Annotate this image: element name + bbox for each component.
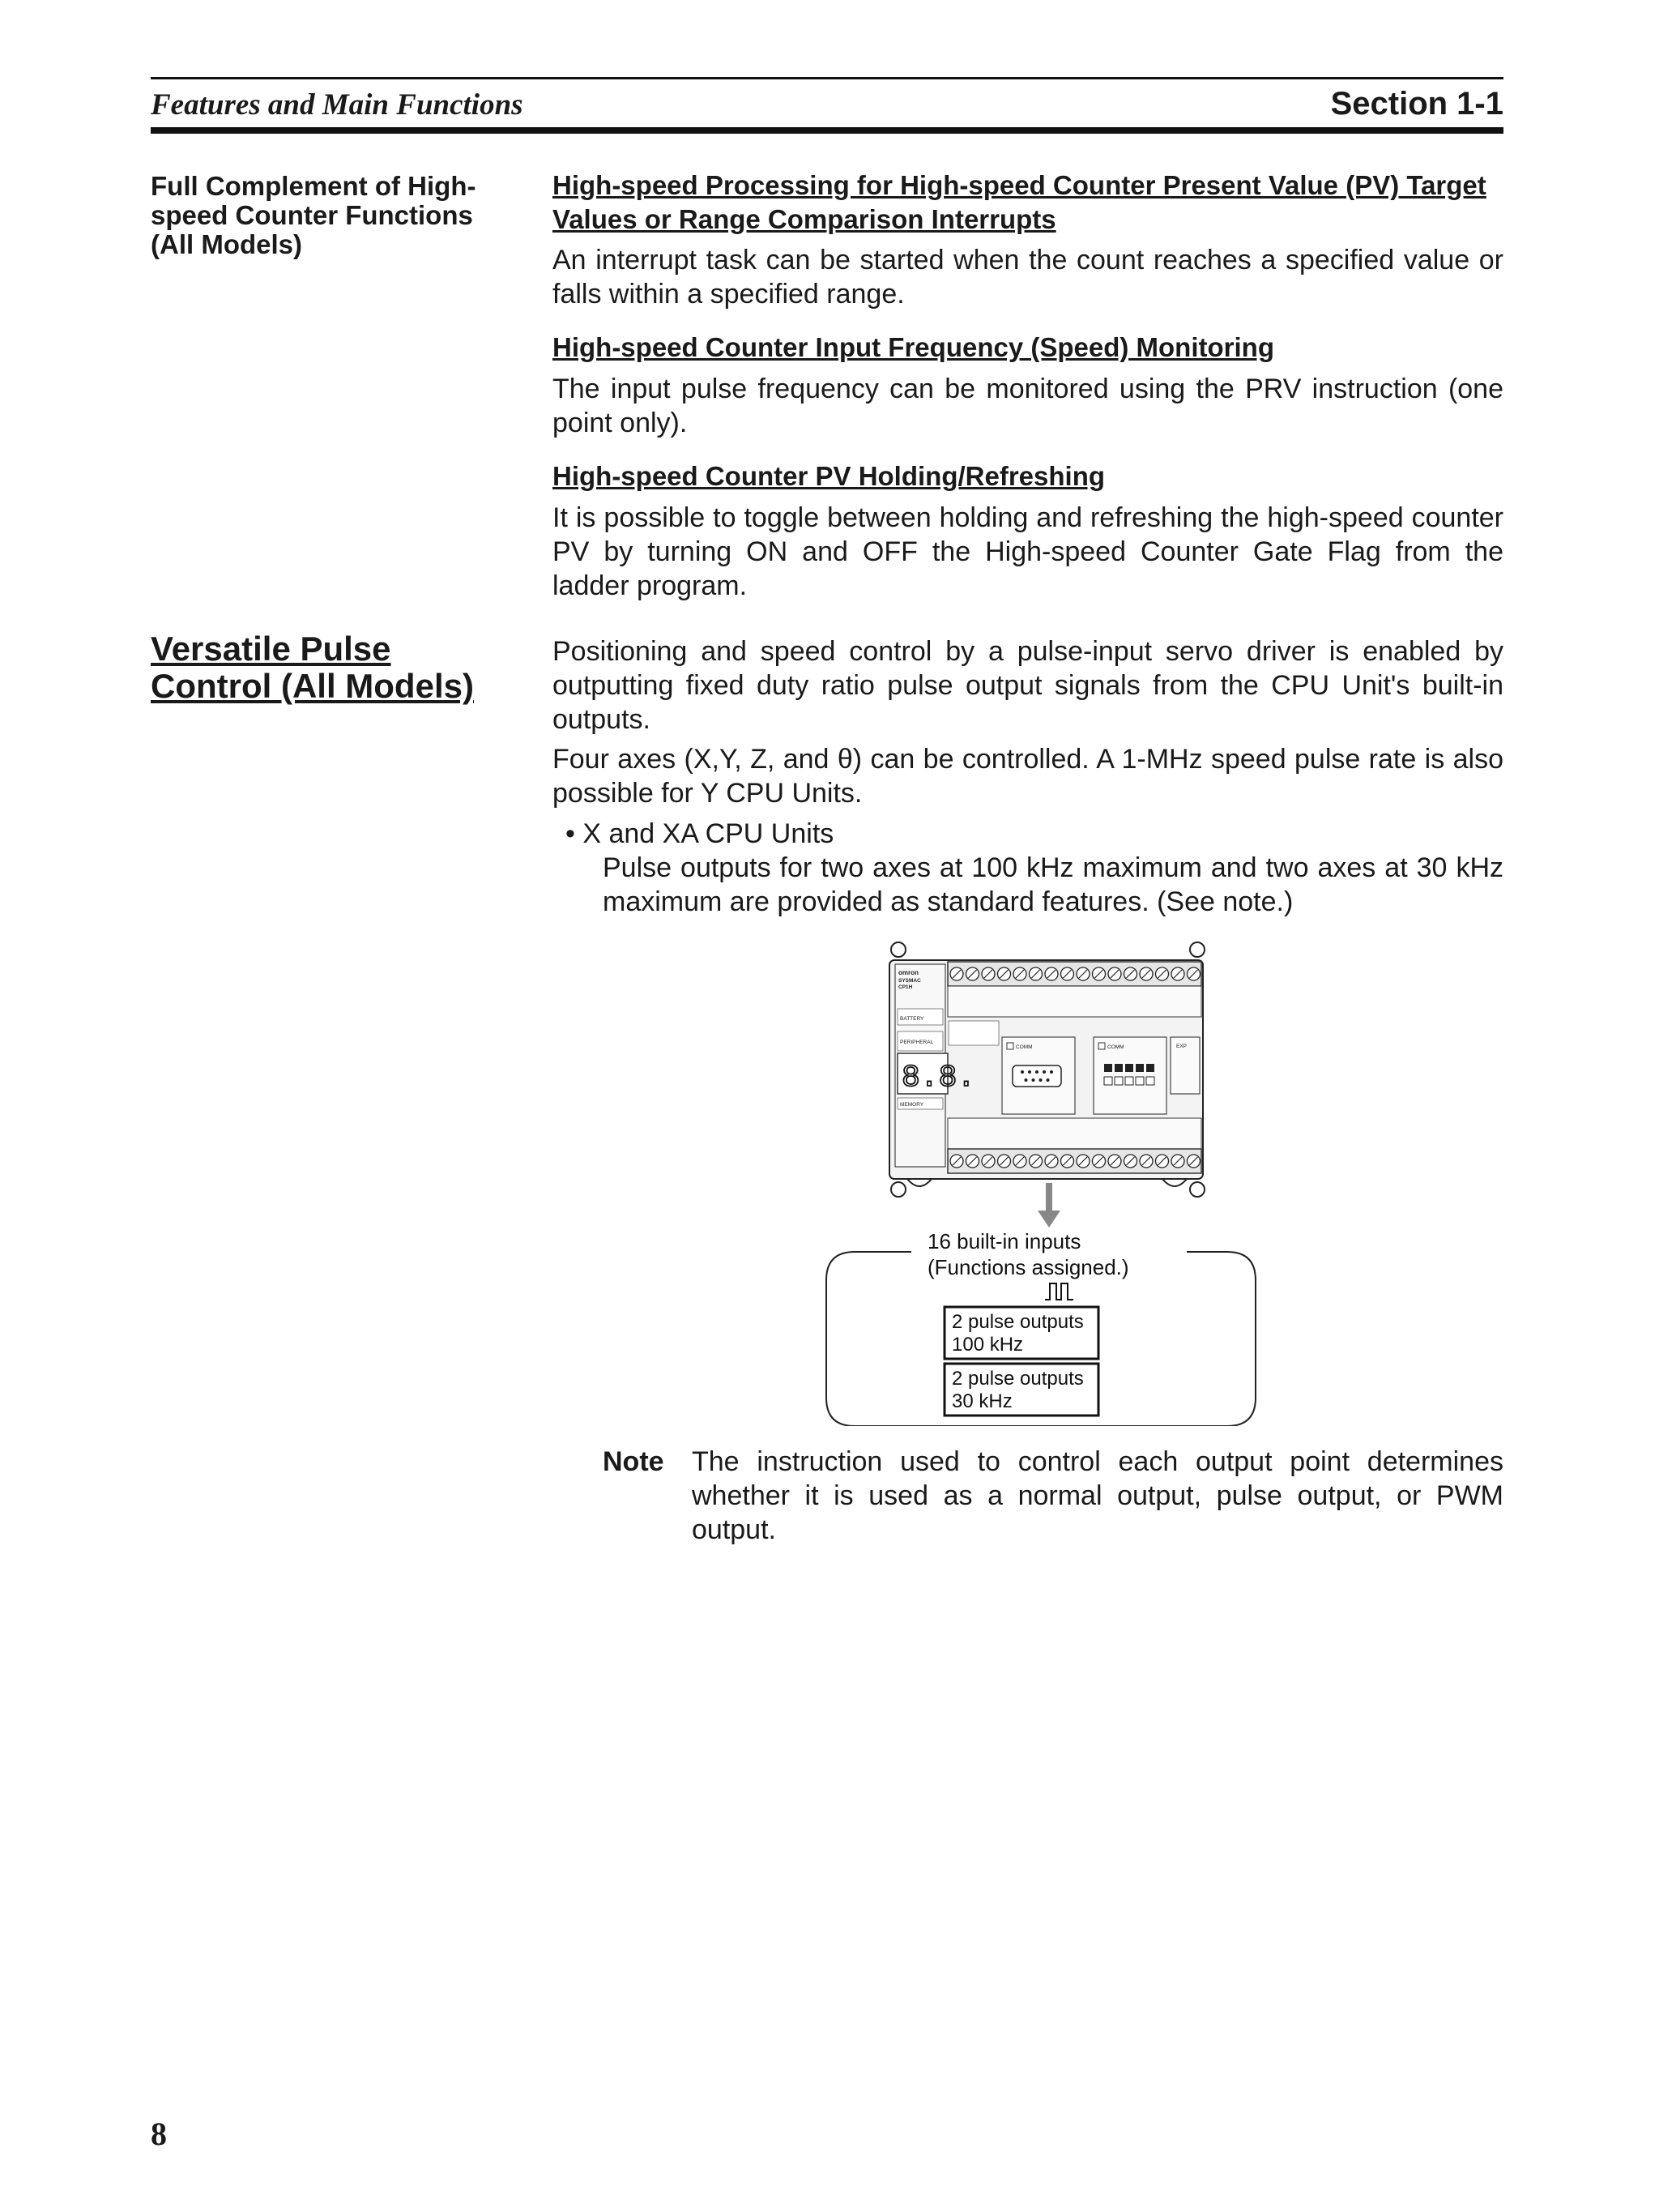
subheading-pv-interrupts: High-speed Processing for High-speed Counter Present Value (PV) Target Values or Range Comparison Interrupts bbox=[552, 170, 1486, 234]
status-led-panel bbox=[949, 1021, 999, 1045]
paragraph-four-axes: Four axes (X,Y, Z, and θ) can be controlled. A 1-MHz speed pulse rate is also possible for Y CPU Units. bbox=[552, 744, 1503, 809]
cpu-unit-figure bbox=[814, 936, 1268, 1426]
comm-led-2 bbox=[1098, 1043, 1105, 1049]
peripheral-label: PERIPHERAL bbox=[900, 1040, 934, 1045]
battery-label: BATTERY bbox=[900, 1016, 924, 1022]
side-heading-high-speed-counter: Full Complement of High-speed Counter Functions (All Models) bbox=[151, 171, 476, 259]
paragraph-positioning: Positioning and speed control by a pulse-input servo driver is enabled by outputting fixed duty ratio pulse output signals from the CPU Unit's built-in outputs. bbox=[552, 636, 1503, 735]
connector-pin bbox=[1035, 1070, 1038, 1074]
connector-pin bbox=[1050, 1070, 1053, 1074]
paragraph-frequency-monitoring: The input pulse frequency can be monitored using the PRV instruction (one point only). bbox=[552, 374, 1503, 438]
dip-switch-toggle bbox=[1115, 1064, 1123, 1072]
connector-pin bbox=[1047, 1078, 1050, 1082]
mount-hole-bottom-left bbox=[891, 1182, 906, 1197]
display-digits: 8.8. bbox=[902, 1061, 976, 1095]
dip-switch-slot bbox=[1146, 1077, 1154, 1085]
connector-pin bbox=[1043, 1070, 1046, 1074]
bullet-x-xa-cpu-units: • X and XA CPU Units bbox=[565, 818, 834, 849]
page-number: 8 bbox=[151, 2116, 167, 2152]
callout-functions: (Functions assigned.) bbox=[928, 1255, 1129, 1279]
cpu-unit-diagram bbox=[814, 936, 1268, 1426]
exp-label: EXP bbox=[1176, 1044, 1188, 1049]
mount-hole-bottom-right bbox=[1190, 1182, 1205, 1197]
connector-pin bbox=[1028, 1070, 1031, 1074]
box1-line1: 2 pulse outputs bbox=[952, 1311, 1084, 1333]
section-number: Section 1-1 bbox=[1330, 86, 1503, 122]
memory-label: MEMORY bbox=[900, 1102, 924, 1108]
dip-switch-toggle bbox=[1104, 1064, 1112, 1072]
callout-inputs: 16 built-in inputs bbox=[928, 1229, 1081, 1253]
connector-pin bbox=[1025, 1078, 1028, 1082]
note-label: Note bbox=[603, 1446, 664, 1477]
brand-text: omron bbox=[898, 969, 919, 976]
arrow-head bbox=[1038, 1211, 1060, 1228]
dip-switch-toggle bbox=[1146, 1064, 1154, 1072]
header-bottom-rule bbox=[151, 127, 1503, 134]
mount-hole-top-left bbox=[891, 942, 906, 957]
serial-connector bbox=[1013, 1065, 1061, 1087]
dip-switch-toggle bbox=[1136, 1064, 1144, 1072]
arrow-shaft bbox=[1046, 1183, 1052, 1212]
paragraph-pv-holding: It is possible to toggle between holding and refreshing the high-speed counter PV by turning ON and OFF the High-speed Counter Gate Flag from the ladder program. bbox=[552, 502, 1503, 601]
header-top-rule bbox=[151, 77, 1503, 79]
box2-line1: 2 pulse outputs bbox=[952, 1368, 1084, 1390]
connector-pin bbox=[1039, 1078, 1043, 1082]
box1-line2: 100 kHz bbox=[952, 1334, 1024, 1356]
note-text: The instruction used to control each output point determines whether it is used as a normal output, pulse output, or PWM output. bbox=[692, 1446, 1503, 1545]
side-heading-pulse-control: Versatile Pulse Control (All Models) bbox=[151, 630, 474, 705]
dip-switch-slot bbox=[1136, 1077, 1144, 1085]
pulse-waveform-icon bbox=[1045, 1283, 1073, 1300]
subheading-frequency-monitoring: High-speed Counter Input Frequency (Speed) Monitoring bbox=[552, 332, 1274, 362]
comm-led-1 bbox=[1007, 1043, 1013, 1049]
paragraph-interrupt-task: An interrupt task can be started when the count reaches a specified value or falls within a specified range. bbox=[552, 245, 1503, 310]
box2-line2: 30 kHz bbox=[952, 1390, 1013, 1412]
comm-label-1: COMM bbox=[1016, 1044, 1033, 1050]
bullet-pulse-outputs-text: Pulse outputs for two axes at 100 kHz maximum and two axes at 30 kHz maximum are provided as standard features. (See note.) bbox=[603, 852, 1503, 917]
connector-pin bbox=[1021, 1070, 1024, 1074]
connector-pin bbox=[1032, 1078, 1035, 1082]
model-text-2: CP1H bbox=[898, 984, 913, 990]
top-terminal-labels bbox=[948, 986, 1201, 1017]
comm-label-2: COMM bbox=[1107, 1044, 1124, 1050]
dip-switch-slot bbox=[1104, 1077, 1112, 1085]
running-header-title: Features and Main Functions bbox=[151, 88, 523, 122]
bottom-terminal-labels bbox=[948, 1118, 1201, 1149]
dip-switch-slot bbox=[1115, 1077, 1123, 1085]
subheading-pv-holding: High-speed Counter PV Holding/Refreshing bbox=[552, 461, 1106, 491]
dip-switch-toggle bbox=[1125, 1064, 1133, 1072]
foot-left bbox=[907, 1179, 932, 1186]
model-text-1: SYSMAC bbox=[898, 978, 921, 984]
dip-switch-slot bbox=[1125, 1077, 1133, 1085]
mount-hole-top-right bbox=[1190, 942, 1205, 957]
foot-right bbox=[1162, 1179, 1187, 1186]
